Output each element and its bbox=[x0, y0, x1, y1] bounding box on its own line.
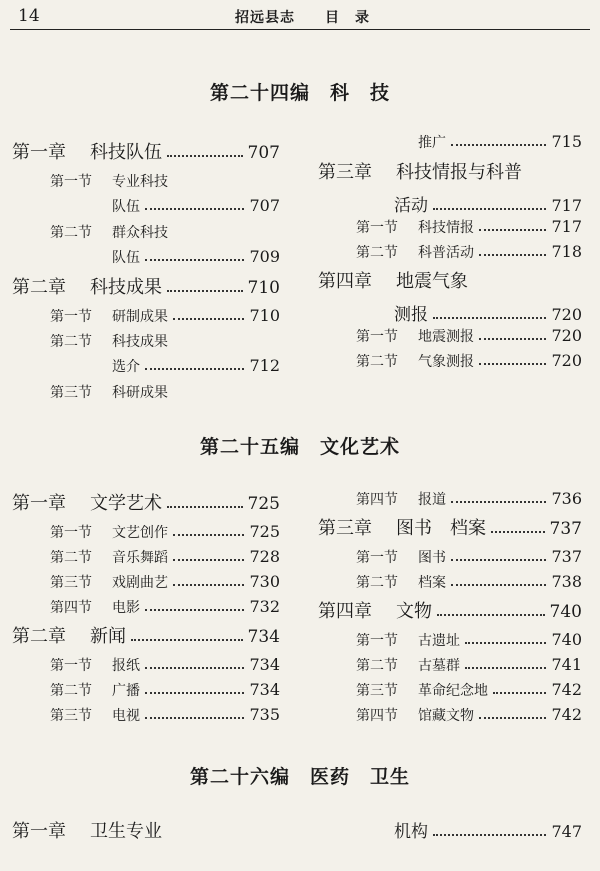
entry-title: 图书 bbox=[418, 550, 446, 566]
page-ref: 737 bbox=[551, 547, 582, 566]
entry-title: 推广 bbox=[418, 135, 446, 151]
dot-leader bbox=[167, 280, 243, 292]
dot-leader bbox=[479, 356, 546, 366]
dot-leader bbox=[433, 825, 546, 836]
entry-title: 科技情报与科普 bbox=[396, 162, 522, 183]
page-ref: 741 bbox=[551, 655, 582, 674]
part-heading: 第二十五编 文化艺术 bbox=[199, 436, 400, 458]
toc-section-entry bbox=[12, 680, 280, 705]
toc-section-entry bbox=[12, 655, 280, 680]
entry-title: 档案 bbox=[418, 575, 446, 591]
toc-chapter-entry bbox=[12, 273, 280, 306]
dot-leader bbox=[145, 685, 244, 695]
dot-leader bbox=[451, 552, 546, 562]
entry-title: 文艺创作 bbox=[112, 525, 168, 541]
page-ref: 732 bbox=[249, 597, 280, 616]
toc-column-right bbox=[318, 489, 582, 730]
dot-leader bbox=[145, 660, 244, 670]
section-number: 第三节 bbox=[50, 385, 92, 401]
toc-section-entry bbox=[12, 331, 280, 356]
book-title: 招远县志 目 录 bbox=[235, 10, 370, 26]
section-number: 第二节 bbox=[50, 334, 92, 350]
page-ref: 742 bbox=[551, 680, 582, 699]
page-ref: 737 bbox=[549, 519, 582, 539]
dot-leader bbox=[479, 247, 546, 257]
toc-section-entry bbox=[12, 522, 280, 547]
section-number: 第一节 bbox=[50, 658, 92, 674]
dot-leader bbox=[145, 201, 244, 211]
entry-title: 选介 bbox=[112, 359, 140, 375]
dot-leader bbox=[491, 521, 545, 533]
entry-title: 古墓群 bbox=[418, 658, 460, 674]
section-number: 第一节 bbox=[50, 174, 92, 190]
chapter-number: 第三章 bbox=[318, 162, 372, 183]
dot-leader bbox=[451, 137, 546, 147]
dot-leader bbox=[145, 710, 244, 720]
dot-leader bbox=[479, 222, 546, 232]
entry-title: 队伍 bbox=[112, 199, 140, 215]
dot-leader bbox=[451, 577, 546, 587]
section-number: 第一节 bbox=[50, 525, 92, 541]
toc-section-entry bbox=[318, 326, 582, 351]
entry-title: 地震测报 bbox=[418, 329, 474, 345]
section-number: 第四节 bbox=[356, 492, 398, 508]
section-number: 第四节 bbox=[50, 600, 92, 616]
dot-leader bbox=[433, 199, 546, 210]
toc-section-entry bbox=[12, 222, 280, 247]
entry-title: 科技成果 bbox=[112, 334, 168, 350]
chapter-number: 第四章 bbox=[318, 601, 372, 622]
toc-section-entry bbox=[318, 680, 582, 705]
dot-leader bbox=[145, 361, 244, 371]
page-ref: 735 bbox=[249, 705, 280, 724]
page-ref: 742 bbox=[551, 705, 582, 724]
toc-section-entry bbox=[318, 572, 582, 597]
toc-chapter-entry bbox=[318, 514, 582, 547]
toc-section-entry bbox=[318, 630, 582, 655]
toc-continuation-entry bbox=[318, 132, 582, 158]
toc-section-entry bbox=[318, 705, 582, 730]
dot-leader bbox=[465, 660, 546, 670]
page-ref: 715 bbox=[551, 132, 582, 151]
toc-chapter-entry bbox=[318, 597, 582, 630]
page-ref: 707 bbox=[249, 196, 280, 215]
entry-title: 电影 bbox=[112, 600, 140, 616]
entry-title: 气象测报 bbox=[418, 354, 474, 370]
section-number: 第四节 bbox=[356, 708, 398, 724]
dot-leader bbox=[173, 311, 244, 321]
entry-title: 测报 bbox=[394, 305, 428, 325]
entry-title: 电视 bbox=[112, 708, 140, 724]
chapter-number: 第二章 bbox=[12, 626, 66, 647]
part-heading: 第二十四编 科 技 bbox=[209, 82, 390, 104]
page-number: 14 bbox=[18, 6, 40, 26]
toc-section-entry bbox=[12, 171, 280, 196]
page-ref: 707 bbox=[247, 143, 280, 163]
page-ref: 720 bbox=[551, 351, 582, 370]
toc-continuation-entry bbox=[318, 817, 582, 843]
toc-section-entry bbox=[12, 572, 280, 597]
page-ref: 740 bbox=[549, 602, 582, 622]
page-ref: 747 bbox=[551, 822, 582, 841]
section-number: 第一节 bbox=[50, 309, 92, 325]
toc-column-left bbox=[12, 489, 280, 730]
page-ref: 740 bbox=[551, 630, 582, 649]
toc-section-entry bbox=[318, 351, 582, 376]
page-ref: 717 bbox=[551, 196, 582, 215]
entry-title: 机构 bbox=[394, 822, 428, 842]
dot-leader bbox=[433, 308, 546, 319]
page-ref: 738 bbox=[551, 572, 582, 591]
entry-title: 广播 bbox=[112, 683, 140, 699]
section-number: 第二节 bbox=[50, 225, 92, 241]
section-number: 第三节 bbox=[50, 575, 92, 591]
header-rule bbox=[10, 29, 590, 30]
toc-column-left bbox=[12, 138, 280, 407]
chapter-number: 第一章 bbox=[12, 493, 66, 514]
dot-leader bbox=[451, 494, 546, 504]
toc-chapter-entry bbox=[12, 622, 280, 655]
toc-section-entry bbox=[12, 382, 280, 407]
page-ref: 734 bbox=[247, 627, 280, 647]
section-number: 第一节 bbox=[356, 550, 398, 566]
toc-chapter-entry bbox=[318, 267, 582, 300]
running-header bbox=[0, 0, 600, 34]
page-ref: 730 bbox=[249, 572, 280, 591]
toc-continuation-entry bbox=[318, 191, 582, 217]
section-number: 第二节 bbox=[356, 658, 398, 674]
entry-title: 报道 bbox=[418, 492, 446, 508]
page-ref: 720 bbox=[551, 326, 582, 345]
section-number: 第二节 bbox=[50, 683, 92, 699]
toc-section-entry bbox=[12, 597, 280, 622]
page-ref: 709 bbox=[249, 247, 280, 266]
toc-section-entry bbox=[12, 306, 280, 331]
toc-continuation-entry bbox=[12, 356, 280, 382]
toc-column-right bbox=[318, 132, 582, 376]
entry-title: 科技队伍 bbox=[90, 142, 162, 163]
dot-leader bbox=[173, 552, 244, 562]
entry-title: 卫生专业 bbox=[90, 821, 162, 842]
toc-section-entry bbox=[12, 705, 280, 730]
entry-title: 专业科技 bbox=[112, 174, 168, 190]
page-ref: 720 bbox=[551, 305, 582, 324]
dot-leader bbox=[493, 685, 546, 695]
entry-title: 报纸 bbox=[112, 658, 140, 674]
section-number: 第三节 bbox=[50, 708, 92, 724]
section-number: 第三节 bbox=[356, 683, 398, 699]
page-ref: 725 bbox=[247, 494, 280, 514]
page-ref: 712 bbox=[249, 356, 280, 375]
section-number: 第二节 bbox=[356, 354, 398, 370]
page-ref: 725 bbox=[249, 522, 280, 541]
toc-column-right bbox=[318, 817, 582, 843]
entry-title: 革命纪念地 bbox=[418, 683, 488, 699]
toc-section-entry bbox=[12, 547, 280, 572]
entry-title: 音乐舞蹈 bbox=[112, 550, 168, 566]
chapter-number: 第一章 bbox=[12, 821, 66, 842]
chapter-number: 第三章 bbox=[318, 518, 372, 539]
section-number: 第二节 bbox=[356, 575, 398, 591]
section-number: 第一节 bbox=[356, 633, 398, 649]
toc-chapter-entry bbox=[318, 158, 582, 191]
page-ref: 710 bbox=[249, 306, 280, 325]
entry-title: 戏剧曲艺 bbox=[112, 575, 168, 591]
chapter-number: 第四章 bbox=[318, 271, 372, 292]
toc-chapter-entry bbox=[12, 138, 280, 171]
toc-section-entry bbox=[318, 242, 582, 267]
section-number: 第二节 bbox=[356, 245, 398, 261]
section-number: 第二节 bbox=[50, 550, 92, 566]
entry-title: 群众科技 bbox=[112, 225, 168, 241]
page-ref: 710 bbox=[247, 278, 280, 298]
entry-title: 图书 档案 bbox=[396, 518, 486, 539]
toc-section-entry bbox=[318, 655, 582, 680]
dot-leader bbox=[167, 496, 243, 508]
entry-title: 科研成果 bbox=[112, 385, 168, 401]
toc-column-left bbox=[12, 817, 280, 850]
chapter-number: 第二章 bbox=[12, 277, 66, 298]
entry-title: 文学艺术 bbox=[90, 493, 162, 514]
entry-title: 队伍 bbox=[112, 250, 140, 266]
page-ref: 734 bbox=[249, 655, 280, 674]
page-ref: 717 bbox=[551, 217, 582, 236]
entry-title: 馆藏文物 bbox=[418, 708, 474, 724]
entry-title: 新闻 bbox=[90, 626, 126, 647]
chapter-number: 第一章 bbox=[12, 142, 66, 163]
page-ref: 736 bbox=[551, 489, 582, 508]
entry-title: 科技成果 bbox=[90, 277, 162, 298]
dot-leader bbox=[173, 527, 244, 537]
entry-title: 科普活动 bbox=[418, 245, 474, 261]
dot-leader bbox=[479, 331, 546, 341]
entry-title: 活动 bbox=[394, 196, 428, 216]
section-number: 第一节 bbox=[356, 329, 398, 345]
page-ref: 728 bbox=[249, 547, 280, 566]
toc-continuation-entry bbox=[12, 247, 280, 273]
toc-chapter-entry bbox=[12, 489, 280, 522]
entry-title: 古遗址 bbox=[418, 633, 460, 649]
dot-leader bbox=[437, 604, 545, 616]
toc-chapter-entry bbox=[12, 817, 280, 850]
entry-title: 文物 bbox=[396, 601, 432, 622]
dot-leader bbox=[131, 629, 243, 641]
toc-section-entry bbox=[318, 217, 582, 242]
dot-leader bbox=[145, 252, 244, 262]
toc-section-entry bbox=[318, 489, 582, 514]
section-number: 第一节 bbox=[356, 220, 398, 236]
entry-title: 科技情报 bbox=[418, 220, 474, 236]
entry-title: 研制成果 bbox=[112, 309, 168, 325]
page-ref: 734 bbox=[249, 680, 280, 699]
toc-continuation-entry bbox=[12, 196, 280, 222]
toc-section-entry bbox=[318, 547, 582, 572]
toc-continuation-entry bbox=[318, 300, 582, 326]
dot-leader bbox=[465, 635, 546, 645]
dot-leader bbox=[167, 145, 243, 157]
dot-leader bbox=[173, 577, 244, 587]
dot-leader bbox=[145, 602, 244, 612]
page-ref: 718 bbox=[551, 242, 582, 261]
dot-leader bbox=[479, 710, 546, 720]
part-heading: 第二十六编 医药 卫生 bbox=[189, 766, 410, 788]
entry-title: 地震气象 bbox=[396, 271, 468, 292]
